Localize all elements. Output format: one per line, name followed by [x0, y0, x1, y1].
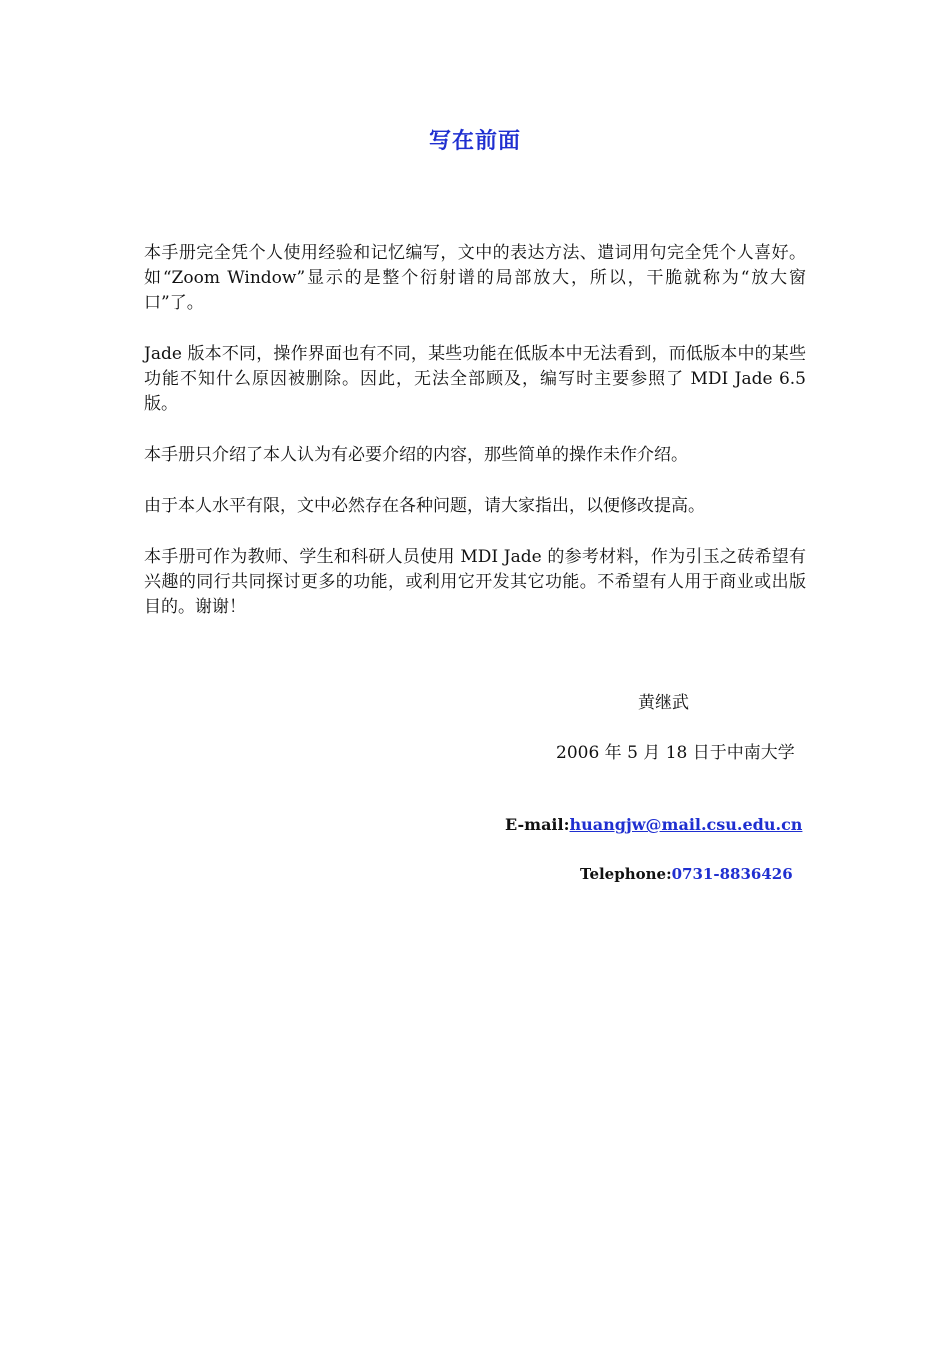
signature-date: 2006 年 5 月 18 日于中南大学 [556, 743, 795, 763]
phone-number: 0731-8836426 [671, 865, 793, 883]
email-link[interactable]: huangjw@mail.csu.edu.cn [569, 815, 803, 834]
phone-label: Telephone: [580, 865, 672, 883]
email-line [505, 815, 802, 834]
page-title: 写在前面 [428, 128, 521, 154]
author-name: 黄继武 [638, 693, 689, 713]
paragraph-3: 本手册只介绍了本人认为有必要介绍的内容，那些简单的操作未作介绍。 [144, 445, 688, 465]
email-label: E-mail: [505, 815, 570, 834]
paragraph-2: Jade 版本不同，操作界面也有不同，某些功能在低版本中无法看到，而低版本中的某些功能不知什么原因被删除。因此，无法全部顾及，编写时主要参照了 MDI Jade 6.5 版。 [144, 344, 806, 414]
phone-line [580, 865, 793, 883]
paragraph-4: 由于本人水平有限，文中必然存在各种问题，请大家指出，以便修改提高。 [144, 496, 705, 516]
paragraph-1: 本手册完全凭个人使用经验和记忆编写，文中的表达方法、遣词用句完全凭个人喜好。如“Zoom Window”显示的是整个衍射谱的局部放大，所以，干脆就称为“放大窗口”了。 [144, 243, 806, 313]
preface-body [144, 241, 806, 646]
paragraph-5: 本手册可作为教师、学生和科研人员使用 MDI Jade 的参考材料，作为引玉之砖希望有兴趣的同行共同探讨更多的功能，或利用它开发其它功能。不希望有人用于商业或出版目的。谢谢！ [144, 547, 806, 617]
